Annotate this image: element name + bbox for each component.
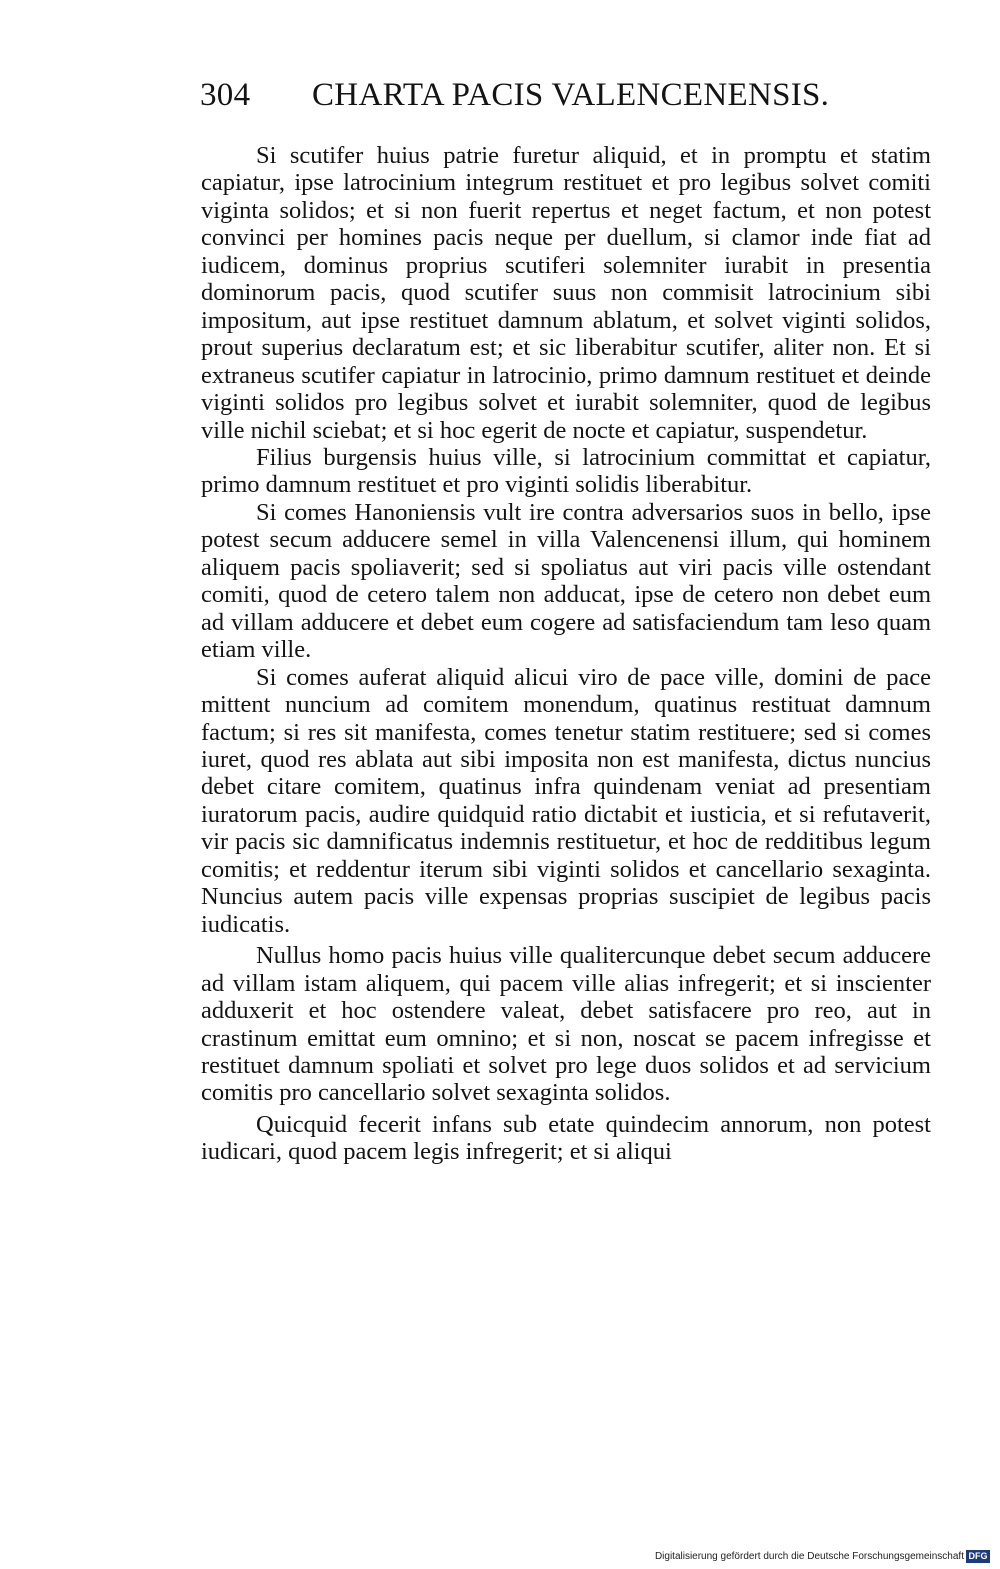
body-text: [201, 142, 931, 1166]
paragraph-comes-hanoniensis: Si comes Hanoniensis vult ire contra adversarios suos in bello, ipse potest secum adducere semel in villa Valencenensi illum, qui hominem aliquem pacis spoliaverit; sed si spoliatus aut viri pacis ville ostendant comiti, quod de cetero talem non adducat, ipse de cetero non debet eum ad villam adducere et debet eum cogere ad satisfaciendum tam leso quam etiam ville.: [201, 498, 931, 664]
dfg-logo: DFG: [966, 1550, 990, 1563]
running-title: CHARTA PACIS VALENCENENSIS.: [312, 77, 830, 113]
paragraph-scutifer: Si scutifer huius patrie furetur aliquid, et in promptu et statim capiatur, ipse latrocinium integrum restituet et pro legibus solvet comiti viginta solidos; et si non fuerit repertus et neget factum, et non potest convinci per homines pacis neque per duellum, si clamor inde fiat ad iudicem, dominus proprius scutiferi solemniter iurabit in presentia dominorum pacis, quod scutifer suus non commisit latrocinium sibi impositum, aut ipse restituet damnum ablatum, et solvet viginti solidos, prout superius declaratum est; et sic liberabitur scutifer, aliter non. Et si extraneus scutifer capiatur in latrocinio, primo damnum restituet et deinde viginti solidos pro legibus solvet et iurabit solemniter, quod de legibus ville nichil sciebat; et si hoc egerit de nocte et capiatur, suspendetur.: [201, 142, 931, 444]
paragraph-filius-burgensis: Filius burgensis huius ville, si latrocinium committat et capiatur, primo damnum restituet et pro viginti solidis liberabitur.: [201, 443, 931, 499]
page-number: 304: [200, 77, 251, 113]
paragraph-comes-auferat: Si comes auferat aliquid alicui viro de pace ville, domini de pace mittent nuncium ad comitem monendum, quatinus restituat damnum factum; si res sit manifesta, comes tenetur statim restituere; sed si comes iuret, quod res ablata aut sibi imposita non est manifesta, dictus nuncius debet citare comitem, quatinus infra quindenam veniat ad presentiam iuratorum pacis, audire quidquid ratio dictabit et iusticia, et si refutaverit, vir pacis sic damnificatus indemnis restituetur, et hoc de redditibus legum comitis; et reddentur iterum sibi viginti solidos et cancellario sexaginta. Nuncius autem pacis ville expensas proprias suscipiet de legibus pacis iudicatis.: [201, 663, 931, 938]
paragraph-quicquid-fecerit: Quicquid fecerit infans sub etate quindecim annorum, non potest iudicari, quod pacem legis infregerit; et si aliqui: [201, 1110, 931, 1166]
page-header: [200, 72, 840, 118]
paragraph-nullus-homo: Nullus homo pacis huius ville qualitercunque debet secum adducere ad villam istam aliquem, qui pacem ville alias infregerit; et si inscienter adduxerit et hoc ostendere valeat, debet satisfacere pro reo, aut in crastinum emittat eum omnino; et si non, noscat se pacem infregisse et restituet damnum spoliati et solvet pro lege duos solidos et ad servicium comitis pro cancellario solvet sexaginta solidos.: [201, 942, 931, 1107]
digitization-credit: Digitalisierung gefördert durch die Deutsche Forschungsgemeinschaft: [654, 1551, 964, 1562]
